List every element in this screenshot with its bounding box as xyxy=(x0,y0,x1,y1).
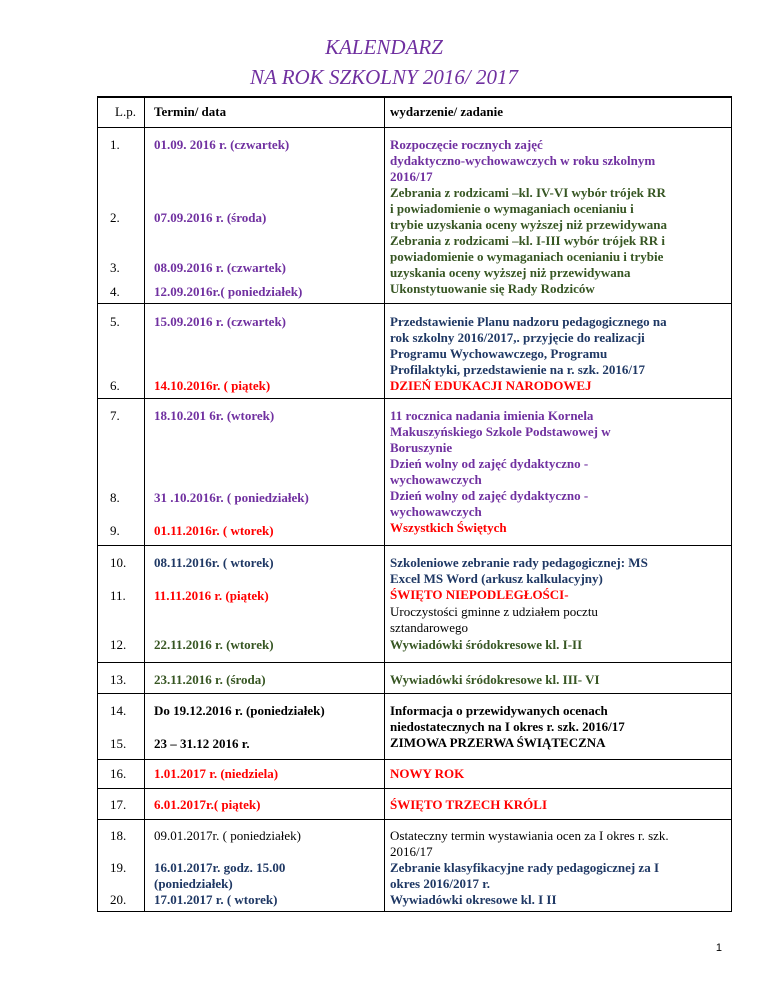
row-divider xyxy=(97,127,732,128)
event-text: powiadomienie o wymaganiach ocenianiu i trybie xyxy=(390,249,664,264)
event-text: Dzień wolny od zajęć dydaktyczno - xyxy=(390,488,589,503)
row-date: 6.01.2017r.( piątek) xyxy=(154,797,261,812)
event-text: Informacja o przewidywanych ocenach xyxy=(390,703,608,718)
row-date: 07.09.2016 r. (środa) xyxy=(154,210,267,225)
event-text: Zebrania z rodzicami –kl. I-III wybór trójek RR i xyxy=(390,233,666,248)
event-text: 2016/17 xyxy=(390,169,433,184)
row-date: 08.09.2016 r. (czwartek) xyxy=(154,260,287,275)
row-number: 16. xyxy=(110,766,127,781)
event-text: okres 2016/2017 r. xyxy=(390,876,491,891)
event-text: 2016/17 xyxy=(390,844,433,859)
event-text: Wywiadówki okresowe kl. I II xyxy=(390,892,557,907)
row-number: 18. xyxy=(110,828,127,843)
event-text: Programu Wychowawczego, Programu xyxy=(390,346,608,361)
row-number: 5. xyxy=(110,314,120,329)
event-text: Dzień wolny od zajęć dydaktyczno - xyxy=(390,456,589,471)
row-date: 17.01.2017 r. ( wtorek) xyxy=(154,892,278,907)
row-number: 14. xyxy=(110,703,127,718)
row-date: 08.11.2016r. ( wtorek) xyxy=(154,555,274,570)
event-text: ZIMOWA PRZERWA ŚWIĄTECZNA xyxy=(390,735,606,750)
table-border xyxy=(97,97,732,98)
header-date: Termin/ data xyxy=(154,104,227,119)
row-divider xyxy=(97,788,732,789)
row-number: 8. xyxy=(110,490,120,505)
row-number: 9. xyxy=(110,523,120,538)
event-text: 11 rocznica nadania imienia Kornela xyxy=(390,408,594,423)
row-date: 15.09.2016 r. (czwartek) xyxy=(154,314,287,329)
event-text: Ostateczny termin wystawiania ocen za I okres r. szk. xyxy=(390,828,669,843)
event-text: NOWY ROK xyxy=(390,766,465,781)
event-text: rok szkolny 2016/2017,. przyjęcie do realizacji xyxy=(390,330,645,345)
title-line-1: KALENDARZ xyxy=(325,35,443,59)
row-number: 19. xyxy=(110,860,127,875)
row-divider xyxy=(97,819,732,820)
row-date: 09.01.2017r. ( poniedziałek) xyxy=(154,828,301,843)
column-divider xyxy=(384,96,385,912)
title-line-2: NA ROK SZKOLNY 2016/ 2017 xyxy=(249,65,518,89)
row-number: 1. xyxy=(110,137,120,152)
row-number: 10. xyxy=(110,555,127,570)
event-text: Przedstawienie Planu nadzoru pedagogicznego na xyxy=(390,314,667,329)
row-number: 17. xyxy=(110,797,127,812)
event-text: Wywiadówki śródokresowe kl. III- VI xyxy=(390,672,600,687)
row-date: 22.11.2016 r. (wtorek) xyxy=(154,637,274,652)
event-text: ŚWIĘTO TRZECH KRÓLI xyxy=(390,797,548,812)
row-date: 11.11.2016 r. (piątek) xyxy=(154,588,269,603)
event-text: Zebranie klasyfikacyjne rady pedagogicznej za I xyxy=(390,860,660,875)
event-text: Ukonstytuowanie się Rady Rodziców xyxy=(390,281,595,296)
event-text: ŚWIĘTO NIEPODLEGŁOŚCI- xyxy=(390,587,569,602)
row-divider xyxy=(97,303,732,304)
event-text: Rozpoczęcie rocznych zajęć xyxy=(390,137,543,152)
event-text: DZIEŃ EDUKACJI NARODOWEJ xyxy=(390,378,592,393)
row-number: 6. xyxy=(110,378,120,393)
row-divider xyxy=(97,398,732,399)
row-divider xyxy=(97,759,732,760)
row-number: 20. xyxy=(110,892,127,907)
page-number: 1 xyxy=(715,942,722,954)
row-date: (poniedziałek) xyxy=(154,876,233,891)
event-text: trybie uzyskania oceny wyższej niż przewidywana xyxy=(390,217,667,232)
row-date: 12.09.2016r.( poniedziałek) xyxy=(154,284,303,299)
row-date: 16.01.2017r. godz. 15.00 xyxy=(154,860,286,875)
row-date: 01.11.2016r. ( wtorek) xyxy=(154,523,274,538)
event-text: Uroczystości gminne z udziałem pocztu xyxy=(390,604,598,619)
row-date: 14.10.2016r. ( piątek) xyxy=(154,378,271,393)
header-event: wydarzenie/ zadanie xyxy=(390,104,504,119)
row-number: 3. xyxy=(110,260,120,275)
row-date: 23 – 31.12 2016 r. xyxy=(154,736,250,751)
event-text: i powiadomienie o wymaganiach ocenianiu i xyxy=(390,201,634,216)
event-text: niedostatecznych na I okres r. szk. 2016/17 xyxy=(390,719,625,734)
row-number: 2. xyxy=(110,210,120,225)
row-date: 18.10.201 6r. (wtorek) xyxy=(154,408,275,423)
row-date: Do 19.12.2016 r. (poniedziałek) xyxy=(154,703,325,718)
event-text: Wszystkich Świętych xyxy=(390,520,507,535)
row-number: 4. xyxy=(110,284,120,299)
row-number: 7. xyxy=(110,408,120,423)
row-divider xyxy=(97,662,732,663)
header-lp: L.p. xyxy=(115,104,136,119)
event-text: wychowawczych xyxy=(390,472,482,487)
row-number: 11. xyxy=(110,588,126,603)
row-divider xyxy=(97,545,732,546)
row-date: 31 .10.2016r. ( poniedziałek) xyxy=(154,490,309,505)
event-text: wychowawczych xyxy=(390,504,482,519)
table-border xyxy=(97,911,732,912)
event-text: Excel MS Word (arkusz kalkulacyjny) xyxy=(390,571,603,586)
event-text: Zebrania z rodzicami –kl. IV-VI wybór trójek RR xyxy=(390,185,666,200)
event-text: sztandarowego xyxy=(390,620,468,635)
row-date: 01.09. 2016 r. (czwartek) xyxy=(154,137,290,152)
event-text: Boruszynie xyxy=(390,440,453,455)
event-text: Wywiadówki śródokresowe kl. I-II xyxy=(390,637,583,652)
row-date: 1.01.2017 r. (niedziela) xyxy=(154,766,279,781)
event-text: Profilaktyki, przedstawienie na r. szk. 2016/17 xyxy=(390,362,645,377)
row-number: 15. xyxy=(110,736,127,751)
event-text: Szkoleniowe zebranie rady pedagogicznej: MS xyxy=(390,555,648,570)
row-number: 12. xyxy=(110,637,127,652)
event-text: dydaktyczno-wychowawczych w roku szkolnym xyxy=(390,153,656,168)
row-divider xyxy=(97,693,732,694)
event-text: Makuszyńskiego Szkole Podstawowej w xyxy=(390,424,611,439)
row-date: 23.11.2016 r. (środa) xyxy=(154,672,266,687)
event-text: uzyskania oceny wyższej niż przewidywana xyxy=(390,265,631,280)
table-border xyxy=(731,96,732,912)
table-border xyxy=(97,96,98,912)
row-number: 13. xyxy=(110,672,127,687)
